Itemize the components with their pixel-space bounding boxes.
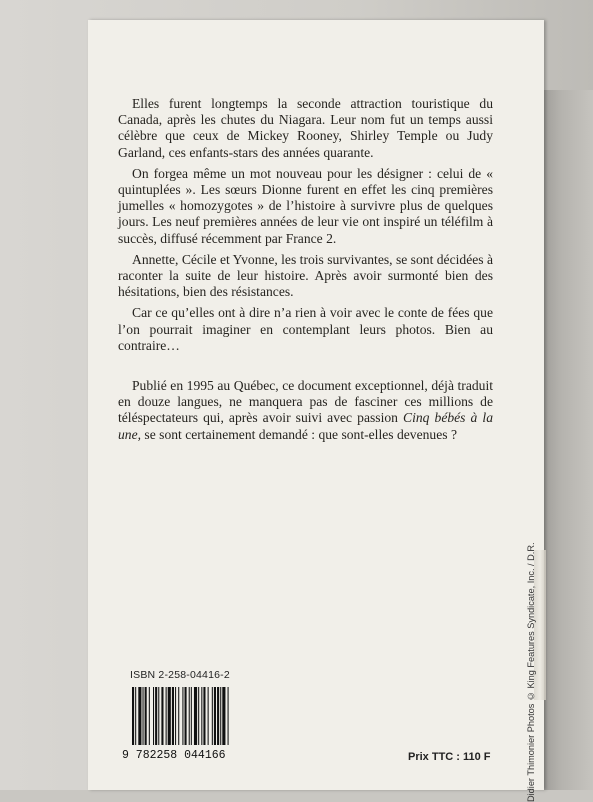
- barcode-bar: [191, 687, 192, 745]
- barcode-bar: [220, 687, 221, 745]
- barcode-bar: [222, 687, 225, 745]
- back-cover-blurb: [118, 96, 493, 443]
- barcode-bar: [198, 687, 199, 745]
- barcode-bar: [217, 687, 219, 745]
- book-shadow: [540, 90, 593, 790]
- barcode-bar: [149, 687, 150, 745]
- barcode-bar: [212, 687, 213, 745]
- barcode-bar: [175, 687, 176, 745]
- barcode-bars: [132, 687, 229, 745]
- barcode-bar: [138, 687, 141, 745]
- barcode-bar: [153, 687, 154, 745]
- barcode-bar: [143, 687, 144, 745]
- barcode-bar: [208, 687, 209, 745]
- barcode-digits: 9 782258 044166: [122, 749, 226, 760]
- photo-credit: Didier Thimonier Photos © King Features Syndicate, Inc. / D.R.: [526, 542, 536, 802]
- barcode-bar: [201, 687, 202, 745]
- barcode-bar: [158, 687, 159, 745]
- blurb-paragraph-3: Annette, Cécile et Yvonne, les trois survivantes, se sont décidées à raconter la suite de leur histoire. Après avoir surmonté bien des hésitations, bien des résistances.: [118, 251, 493, 300]
- barcode: [120, 685, 270, 760]
- barcode-bar: [203, 687, 205, 745]
- barcode-bar: [185, 687, 187, 745]
- barcode-bar: [161, 687, 163, 745]
- book-back-cover: [88, 20, 544, 802]
- barcode-bar: [132, 687, 134, 745]
- barcode-bar: [228, 687, 229, 745]
- barcode-bar: [172, 687, 174, 745]
- barcode-bar: [214, 687, 216, 745]
- barcode-bar: [168, 687, 171, 745]
- blurb-paragraph-1: Elles furent longtemps la seconde attraction touristique du Canada, après les chutes du Niagara. Leur nom fut un temps aussi célèbre que ceux de Mickey Rooney, Shirley Temple ou Judy Garland, ces enfants-stars des années quarante.: [118, 96, 493, 160]
- barcode-bar: [155, 687, 157, 745]
- barcode-bar: [194, 687, 197, 745]
- barcode-bar: [135, 687, 136, 745]
- price-label: Prix TTC : 110 F: [408, 751, 491, 763]
- blurb-p5-end: se sont certainement demandé : que sont-elles devenues ?: [141, 426, 457, 442]
- barcode-bar: [182, 687, 183, 745]
- blurb-p5-start: Publié en 1995 au Québec, ce document exceptionnel, déjà traduit en douze langues, ne manquera pas de fasciner ces millions de téléspectateurs qui, après avoir suivi avec passion: [118, 378, 493, 426]
- blurb-paragraph-4: Car ce qu’elles ont à dire n’a rien à voir avec le conte de fées que l’on pourrait imaginer en contemplant leurs photos. Bien au contraire…: [118, 305, 493, 353]
- blurb-paragraph-2: On forgea même un mot nouveau pour les désigner : celui de « quintuplées ». Les sœurs Dionne furent en effet les cinq premières jumelles « homozygotes » de l’histoire à survivre plus de quelques jours. Les neuf premières années de leur vie ont inspiré un téléfilm à succès, diffusé récemment par France 2.: [118, 165, 493, 246]
- isbn-label: ISBN 2-258-04416-2: [130, 669, 230, 681]
- blurb-paragraph-5: [118, 378, 493, 443]
- blurb-p5-title: Cinq bébés à la une,: [118, 410, 493, 442]
- barcode-bar: [166, 687, 167, 745]
- barcode-bar: [178, 687, 179, 745]
- barcode-bar: [189, 687, 190, 745]
- barcode-bar: [145, 687, 147, 745]
